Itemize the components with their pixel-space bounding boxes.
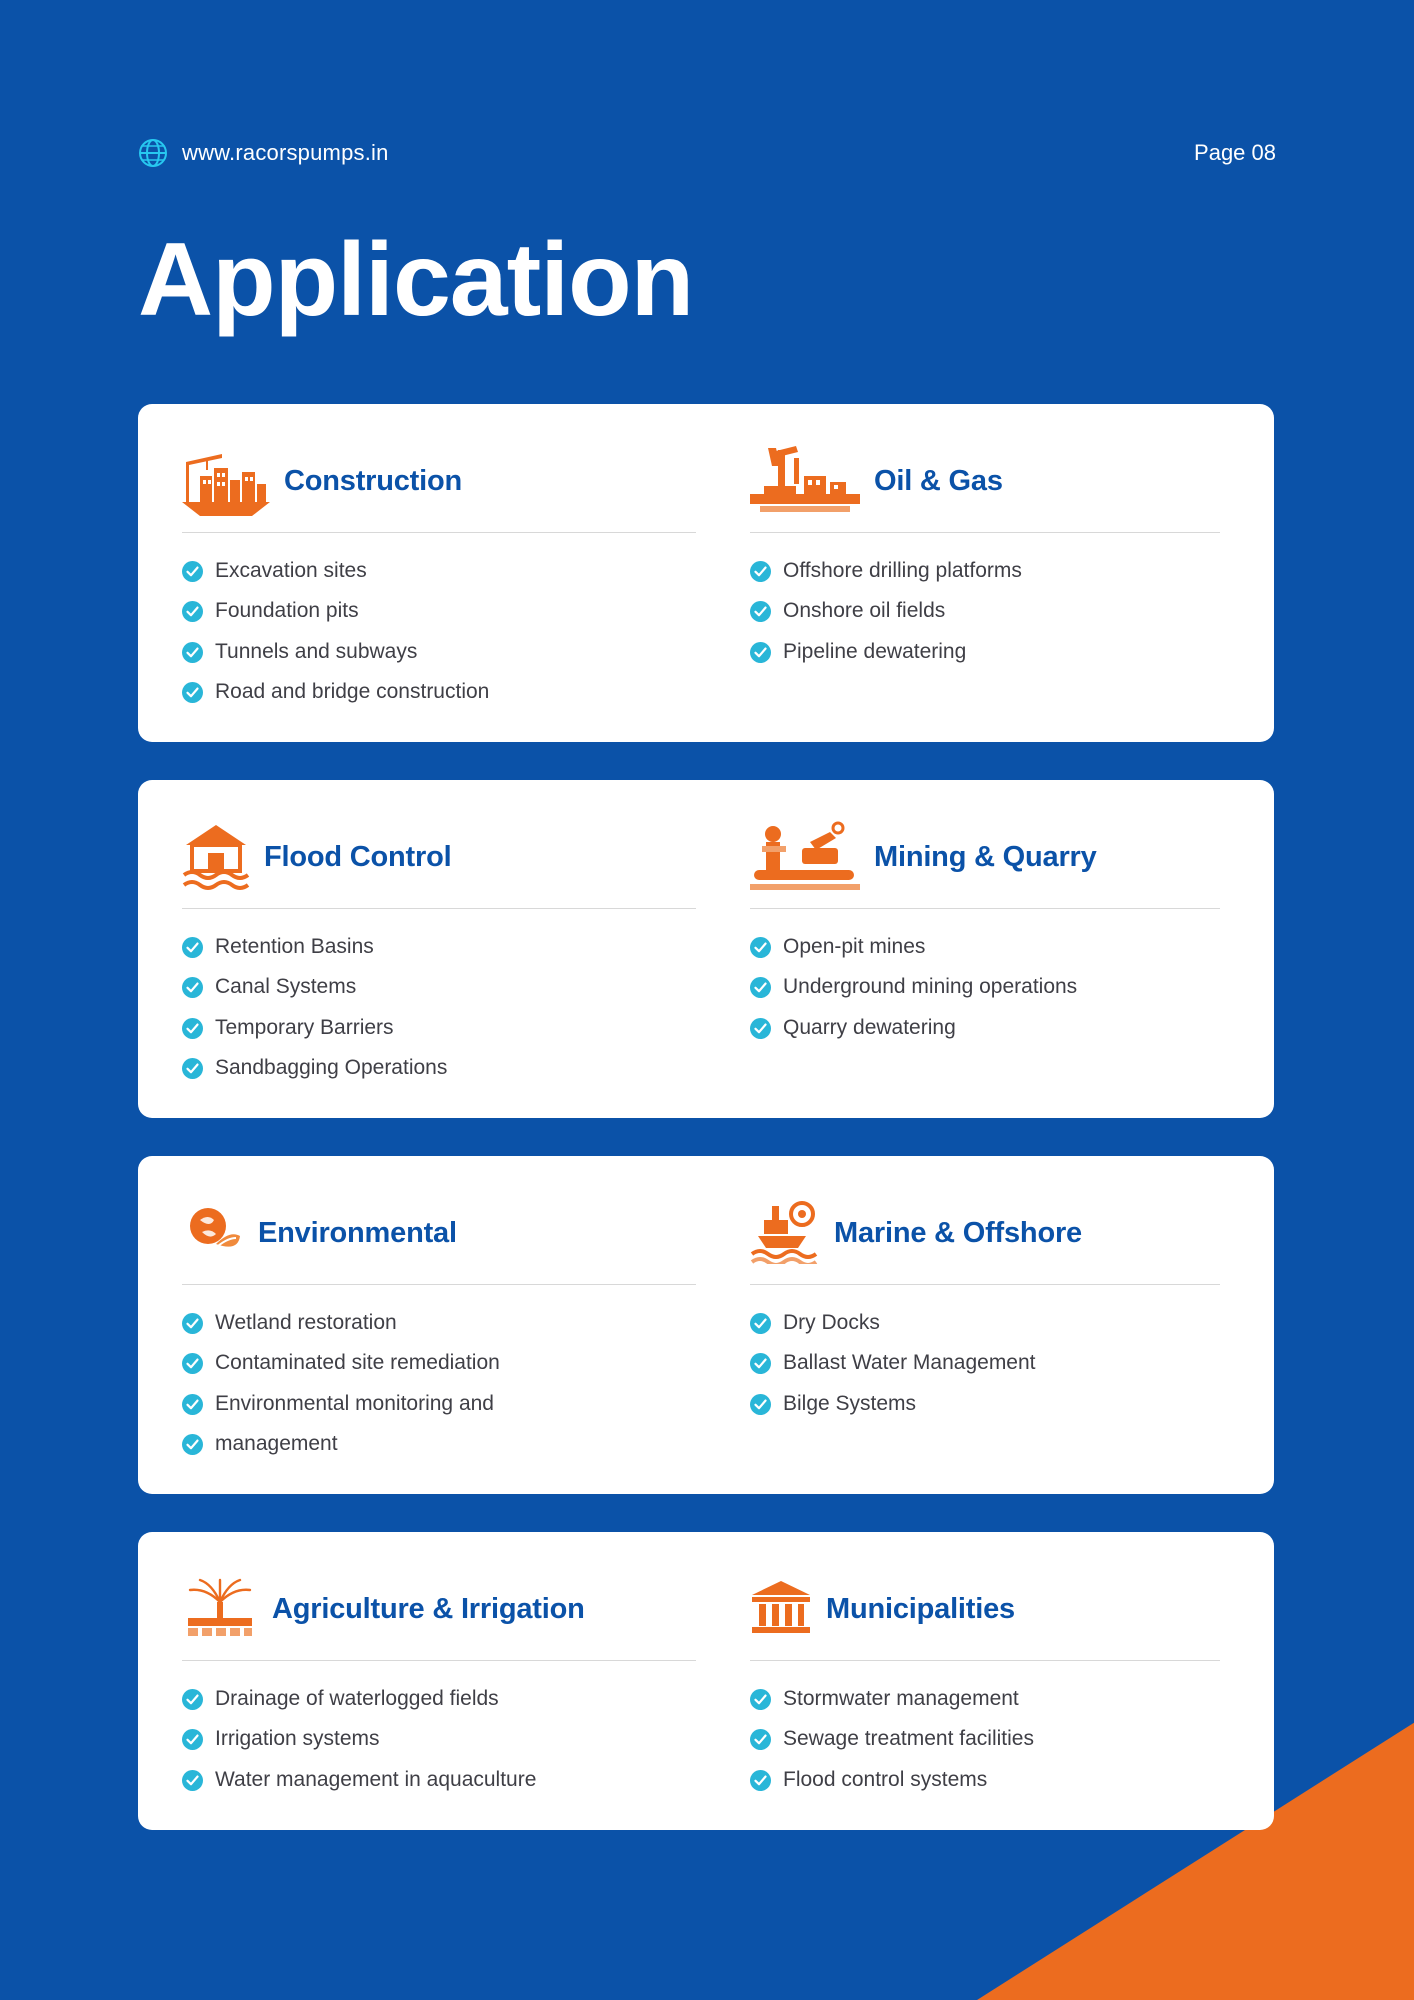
list-item — [750, 1679, 1220, 1719]
list-item — [182, 1719, 696, 1759]
list-item — [750, 1760, 1220, 1800]
list-item-text: Road and bridge construction — [215, 679, 490, 703]
check-icon — [750, 1770, 771, 1791]
category-construction — [182, 438, 706, 712]
list-item — [182, 1048, 696, 1088]
list-item-text: Retention Basins — [215, 935, 374, 958]
list-item-text: Foundation pits — [215, 599, 359, 623]
item-list — [182, 551, 696, 712]
application-cards — [138, 404, 1274, 1830]
category-title: Oil & Gas — [874, 464, 1003, 497]
list-item-text: Dry Docks — [783, 1311, 880, 1334]
check-icon — [750, 977, 771, 998]
check-icon — [182, 1313, 203, 1334]
oil-pumpjack-icon — [750, 440, 860, 523]
flooded-house-icon — [182, 819, 250, 896]
category-title: Municipalities — [826, 1592, 1015, 1625]
check-icon — [750, 642, 771, 663]
irrigation-sprinkler-icon — [182, 1576, 258, 1643]
check-icon — [750, 1353, 771, 1374]
check-icon — [182, 1770, 203, 1791]
divider — [182, 1660, 696, 1661]
decorative-cyan-stripe-1 — [0, 0, 291, 12]
check-icon — [182, 1058, 203, 1079]
check-icon — [182, 561, 203, 582]
divider — [750, 1660, 1220, 1661]
check-icon — [750, 1689, 771, 1710]
category-municipalities — [706, 1566, 1230, 1800]
list-item-text: Environmental monitoring and — [215, 1391, 494, 1415]
divider — [182, 908, 696, 909]
list-item — [750, 591, 1220, 631]
category-flood-control — [182, 814, 706, 1088]
divider — [750, 908, 1220, 909]
item-list — [750, 551, 1220, 672]
list-item-text: Pipeline dewatering — [783, 639, 967, 663]
list-item — [750, 927, 1220, 967]
check-icon — [182, 1729, 203, 1750]
divider — [750, 532, 1220, 533]
list-item-text: Temporary Barriers — [215, 1015, 394, 1039]
list-item-text: management — [215, 1431, 338, 1455]
divider — [750, 1284, 1220, 1285]
website-url-text: www.racorspumps.in — [182, 140, 389, 165]
list-item-text: Sandbagging Operations — [215, 1055, 448, 1079]
mining-excavator-icon — [750, 818, 860, 897]
check-icon — [182, 1394, 203, 1415]
list-item — [750, 551, 1220, 591]
environment-globe-leaf-icon — [182, 1202, 244, 1265]
item-list — [750, 1679, 1220, 1800]
check-icon — [750, 1313, 771, 1334]
category-title: Agriculture & Irrigation — [272, 1592, 585, 1625]
marine-ship-icon — [750, 1198, 820, 1269]
check-icon — [750, 601, 771, 622]
list-item — [182, 551, 696, 591]
category-oil-gas — [706, 438, 1230, 712]
check-icon — [182, 642, 203, 663]
card-flood-mining — [138, 780, 1274, 1118]
item-list — [750, 927, 1220, 1048]
check-icon — [182, 682, 203, 703]
municipal-building-icon — [750, 1577, 812, 1642]
list-item — [182, 927, 696, 967]
item-list — [182, 1679, 696, 1800]
list-item — [750, 1303, 1220, 1343]
check-icon — [182, 1689, 203, 1710]
list-item-text: Tunnels and subways — [215, 639, 418, 663]
list-item — [182, 632, 696, 672]
list-item — [750, 967, 1220, 1007]
list-item-text: Quarry dewatering — [783, 1015, 956, 1039]
check-icon — [750, 937, 771, 958]
check-icon — [182, 1434, 203, 1455]
list-item — [182, 1760, 696, 1800]
list-item-text: Flood control systems — [783, 1767, 988, 1791]
list-item — [750, 1384, 1220, 1424]
list-item-text: Ballast Water Management — [783, 1351, 1036, 1375]
list-item — [182, 672, 696, 712]
divider — [182, 532, 696, 533]
list-item — [750, 1719, 1220, 1759]
list-item — [182, 1384, 696, 1424]
list-item-text: Irrigation systems — [215, 1727, 380, 1751]
category-title: Marine & Offshore — [834, 1216, 1082, 1249]
list-item — [182, 591, 696, 631]
check-icon — [750, 1394, 771, 1415]
category-title: Mining & Quarry — [874, 840, 1097, 873]
list-item-text: Water management in aquaculture — [215, 1767, 537, 1791]
list-item — [750, 1343, 1220, 1383]
check-icon — [750, 561, 771, 582]
list-item — [750, 632, 1220, 672]
list-item-text: Stormwater management — [783, 1687, 1019, 1710]
check-icon — [182, 601, 203, 622]
list-item — [182, 1008, 696, 1048]
globe-icon — [138, 138, 168, 168]
list-item-text: Bilge Systems — [783, 1391, 917, 1415]
category-marine-offshore — [706, 1190, 1230, 1464]
list-item-text: Excavation sites — [215, 559, 367, 582]
category-environmental — [182, 1190, 706, 1464]
check-icon — [750, 1729, 771, 1750]
list-item-text: Wetland restoration — [215, 1311, 397, 1334]
page-title: Application — [138, 222, 694, 338]
category-title: Environmental — [258, 1216, 457, 1249]
list-item — [182, 1303, 696, 1343]
list-item-text: Offshore drilling platforms — [783, 559, 1022, 582]
list-item-text: Sewage treatment facilities — [783, 1727, 1034, 1751]
list-item — [182, 967, 696, 1007]
list-item-text: Underground mining operations — [783, 975, 1078, 999]
item-list — [182, 927, 696, 1088]
slide-header — [138, 138, 1276, 168]
website-link[interactable] — [138, 138, 389, 168]
check-icon — [750, 1018, 771, 1039]
check-icon — [182, 1018, 203, 1039]
list-item-text: Canal Systems — [215, 975, 357, 999]
list-item — [182, 1343, 696, 1383]
category-agriculture-irrigation — [182, 1566, 706, 1800]
check-icon — [182, 977, 203, 998]
list-item — [182, 1424, 696, 1464]
item-list — [182, 1303, 696, 1464]
page-number: Page 08 — [1194, 140, 1276, 165]
check-icon — [182, 937, 203, 958]
list-item-text: Contaminated site remediation — [215, 1351, 500, 1375]
check-icon — [182, 1353, 203, 1374]
list-item-text: Drainage of waterlogged fields — [215, 1687, 499, 1710]
construction-crane-icon — [182, 442, 270, 521]
divider — [182, 1284, 696, 1285]
list-item-text: Open-pit mines — [783, 935, 926, 958]
card-agriculture-municipalities — [138, 1532, 1274, 1830]
card-construction-oilgas — [138, 404, 1274, 742]
category-title: Construction — [284, 464, 463, 497]
list-item-text: Onshore oil fields — [783, 599, 946, 623]
category-title: Flood Control — [264, 840, 452, 873]
category-mining-quarry — [706, 814, 1230, 1088]
list-item — [750, 1008, 1220, 1048]
card-environmental-marine — [138, 1156, 1274, 1494]
item-list — [750, 1303, 1220, 1424]
list-item — [182, 1679, 696, 1719]
